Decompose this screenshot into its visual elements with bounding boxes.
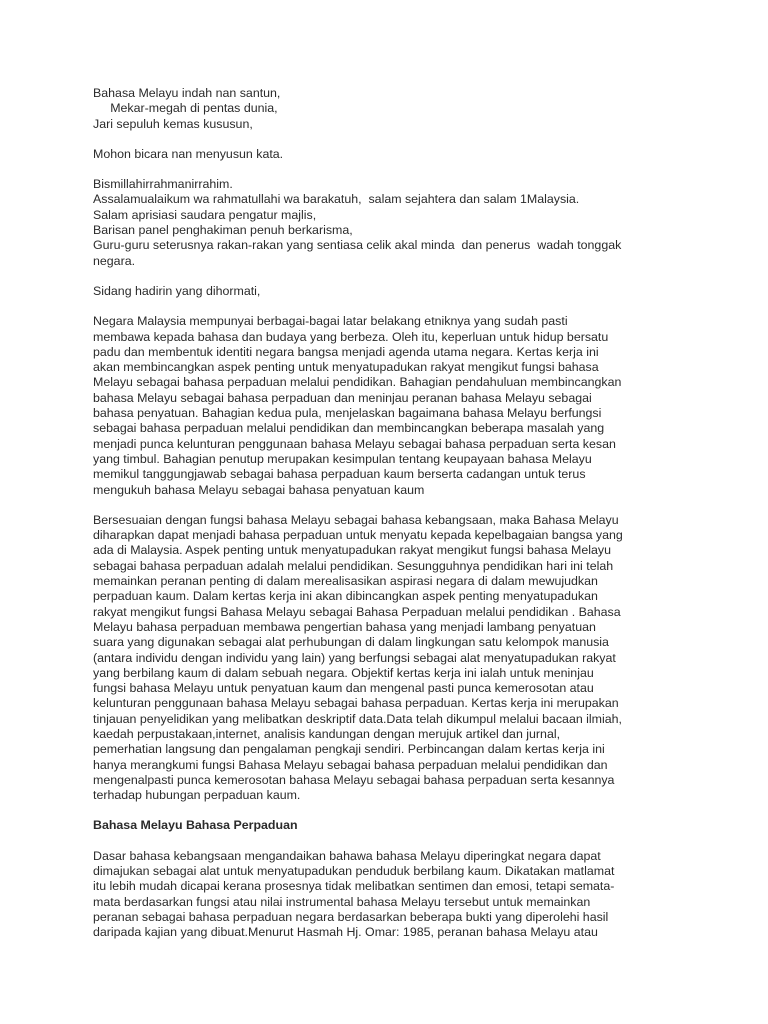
poem-closing-line: Mohon bicara nan menyusun kata. <box>93 146 284 161</box>
paragraph-line: mata berdasarkan fungsi atau nilai instrumental bahasa Melayu tersebut untuk memainkan <box>93 894 591 909</box>
paragraph-line: mengukuh bahasa Melayu sebagai bahasa penyatuan kaum <box>93 482 425 497</box>
paragraph-line: dimajukan sebagai alat untuk menyatupadukan penduduk berbilang kaum. Dikatakan matlamat <box>93 864 615 879</box>
greeting-line: Bismillahirrahmanirrahim. <box>93 177 233 192</box>
paragraph-line: diharapkan dapat menjadi bahasa perpaduan untuk menyatu kepada kepelbagaian bangsa yang <box>93 528 623 543</box>
paragraph-section-body <box>93 849 688 941</box>
paragraph-line: Melayu sebagai bahasa perpaduan melalui pendidikan. Bahagian pendahuluan membincangkan <box>93 375 622 390</box>
paragraph-line: hanya merangkumi fungsi Bahasa Melayu sebagai bahasa perpaduan melalui pendidikan dan <box>93 757 608 772</box>
paragraph-line: padu dan membentuk identiti negara bangsa menjadi agenda utama negara. Kertas kerja ini <box>93 344 599 359</box>
paragraph-line: fungsi bahasa Melayu untuk penyatuan kaum dan mengenal pasti punca kemerosotan atau <box>93 681 594 696</box>
paragraph-line: membawa kepada bahasa dan budaya yang berbeza. Oleh itu, keperluan untuk hidup bersatu <box>93 329 609 344</box>
paragraph-line: itu lebih mudah dicapai kerana prosesnya tidak melibatkan sentimen dan emosi, tetapi semata- <box>93 879 615 894</box>
poem-line: Mekar-megah di pentas dunia, <box>93 101 278 116</box>
section-heading: Bahasa Melayu Bahasa Perpaduan <box>93 818 298 833</box>
paragraph-line: memainkan peranan penting di dalam merealisasikan aspirasi negara di dalam mewujudkan <box>93 574 598 589</box>
greeting-line: negara. <box>93 253 136 268</box>
paragraph-line: bahasa penyatuan. Bahagian kedua pula, menjelaskan bagaimana bahasa Melayu berfungsi <box>93 406 602 421</box>
paragraph-line: rakyat mengikut fungsi Bahasa Melayu sebagai Bahasa Perpaduan melalui pendidikan . Bahasa <box>93 604 621 619</box>
paragraph-line: Negara Malaysia mempunyai berbagai-bagai latar belakang etniknya yang sudah pasti <box>93 314 568 329</box>
paragraph-line: mengenalpasti punca kemerosotan bahasa Melayu sebagai bahasa perpaduan serta kesannya <box>93 772 615 787</box>
paragraph-line: yang berbilang kaum di dalam sebuah negara. Objektif kertas kerja ini ialah untuk meninjau <box>93 665 594 680</box>
paragraph-line: (antara individu dengan individu yang lain) yang berfungsi sebagai alat menyatupadukan rakyat <box>93 650 616 665</box>
audience-address: Sidang hadirin yang dihormati, <box>93 283 261 298</box>
paragraph-line: Bersesuaian dengan fungsi bahasa Melayu sebagai bahasa kebangsaan, maka Bahasa Melayu <box>93 512 619 527</box>
paragraph-objectives <box>93 513 688 804</box>
greeting-line: Barisan panel penghakiman penuh berkarisma, <box>93 223 353 238</box>
paragraph-line: yang timbul. Bahagian penutup merupakan kesimpulan tentang keupayaan bahasa Melayu <box>93 451 592 466</box>
greeting-line: Assalamualaikum wa rahmatullahi wa barakatuh, salam sejahtera dan salam 1Malaysia. <box>93 192 580 207</box>
greeting-line: Salam aprisiasi saudara pengatur majlis, <box>93 207 317 222</box>
paragraph-line: memikul tanggungjawab sebagai bahasa perpaduan kaum berserta cadangan untuk terus <box>93 467 586 482</box>
paragraph-line: terhadap hubungan perpaduan kaum. <box>93 788 301 803</box>
paragraph-line: menjadi punca kelunturan penggunaan bahasa Melayu sebagai bahasa perpaduan serta kesan <box>93 436 616 451</box>
paragraph-line: akan membincangkan aspek penting untuk menyatupadukan rakyat mengikut fungsi bahasa <box>93 360 599 375</box>
paragraph-line: sebagai bahasa perpaduan adalah melalui pendidikan. Sesungguhnya pendidikan hari ini telah <box>93 558 614 573</box>
poem-stanza <box>93 86 688 132</box>
poem-line: Bahasa Melayu indah nan santun, <box>93 86 281 100</box>
paragraph-line: ada di Malaysia. Aspek penting untuk menyatupadukan rakyat mengikut fungsi bahasa Melayu <box>93 543 611 558</box>
paragraph-introduction <box>93 314 688 498</box>
paragraph-line: sebagai bahasa perpaduan melalui pendidikan dan membincangkan beberapa masalah yang <box>93 421 605 436</box>
paragraph-line: Dasar bahasa kebangsaan mengandaikan bahawa bahasa Melayu diperingkat negara dapat <box>93 848 601 863</box>
paragraph-line: Melayu bahasa perpaduan membawa pengertian bahasa yang menjadi lambang penyatuan <box>93 619 596 634</box>
paragraph-line: bahasa Melayu sebagai bahasa perpaduan dan meninjau peranan bahasa Melayu sebagai <box>93 390 592 405</box>
paragraph-line: daripada kajian yang dibuat.Menurut Hasmah Hj. Omar: 1985, peranan bahasa Melayu atau <box>93 925 598 940</box>
paragraph-line: kelunturan penggunaan bahasa Melayu sebagai bahasa perpaduan. Kertas kerja ini merupakan <box>93 696 619 711</box>
greeting-line: Guru-guru seterusnya rakan-rakan yang sentiasa celik akal minda dan penerus wadah tonggak <box>93 238 622 253</box>
paragraph-line: pemerhatian langsung dan pengalaman pengkaji sendiri. Perbincangan dalam kertas kerja ini <box>93 742 605 757</box>
paragraph-line: perpaduan kaum. Dalam kertas kerja ini akan dibincangkan aspek penting menyatupadukan <box>93 589 598 604</box>
poem-line: Jari sepuluh kemas kususun, <box>93 116 253 131</box>
greetings-block <box>93 177 688 269</box>
paragraph-line: kaedah perpustakaan,internet, analisis kandungan dengan merujuk artikel dan jurnal, <box>93 726 561 741</box>
paragraph-line: peranan sebagai bahasa perpaduan negara berdasarkan beberapa bukti yang diperolehi hasil <box>93 909 609 924</box>
paragraph-line: tinjauan penyelidikan yang melibatkan deskriptif data.Data telah dikumpul melalui bacaan ilmiah, <box>93 711 622 726</box>
paragraph-line: suara yang digunakan sebagai alat perhubungan di dalam lingkungan satu kelompok manusia <box>93 635 609 650</box>
